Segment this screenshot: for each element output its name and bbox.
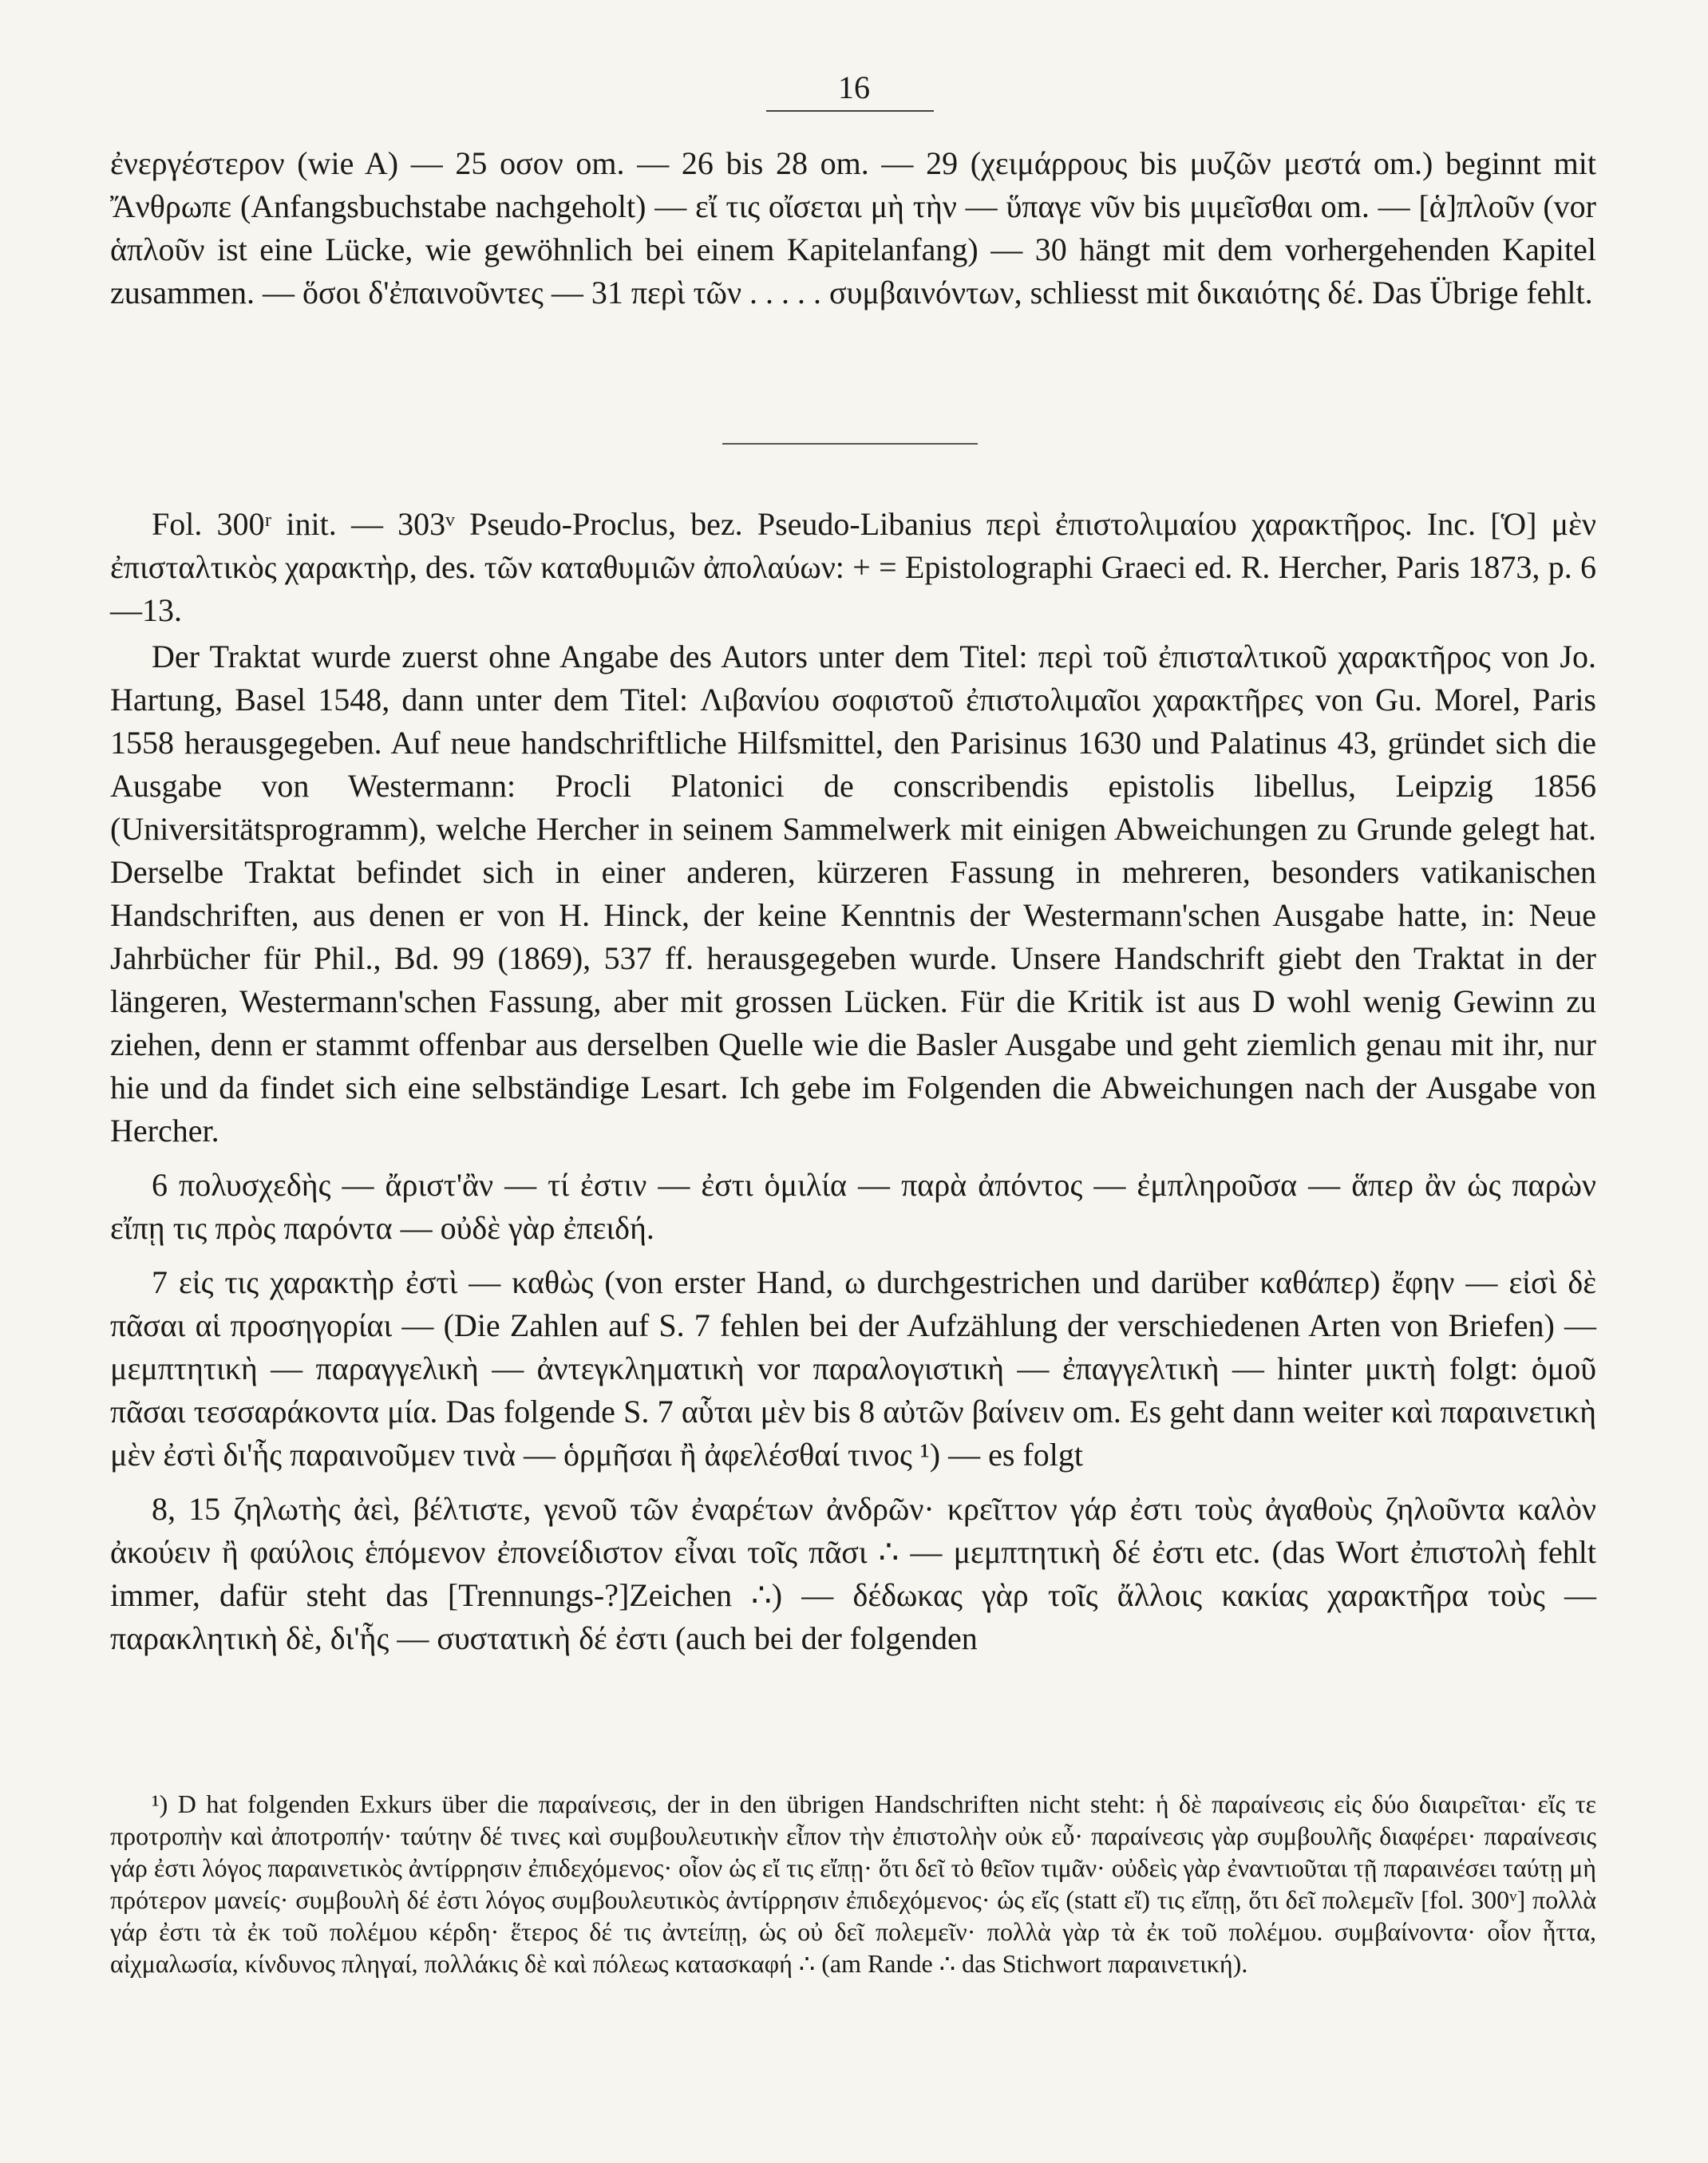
header-rule [766, 110, 934, 112]
paragraph-continued-variants: ἐνεργέστερον (wie A) — 25 οσον om. — 26 bis 28 om. — 29 (χειμάρρους bis μυζῶν μεστά om.) beginnt mit Ἄνθρωπε (Anfangsbuchstabe nachgeholt) — εἴ τις οἴσεται μὴ τὴν — ὕπαγε νῦν bis μιμεῖσθαι om. — [ἁ]πλοῦν (vor ἁπλοῦν ist eine Lücke, wie gewöhnlich bei einem Kapitelanfang) — 30 hängt mit dem vorhergehenden Kapitel zusammen. — ὅσοι δ'ἐπαινοῦντες — 31 περὶ τῶν . . . . . συμβαινόντων, schliesst mit δικαιότης δέ. Das Übrige fehlt. [110, 145, 1596, 310]
paragraph-variants-6: 6 πολυσχεδὴς — ἄριστ'ἂν — τί ἐστιν — ἐστι ὁμιλία — παρὰ ἀπόντος — ἐμπληροῦσα — ἅπερ ἂν ὡς παρὼν εἴπῃ τις πρὸς παρόντα — οὐδὲ γὰρ ἐπειδή. [110, 1167, 1596, 1246]
footnote-text: ¹) D hat folgenden Exkurs über die παραίνεσις, der in den übrigen Handschriften nicht steht: ἡ δὲ παραίνεσις εἰς δύο διαιρεῖται· εἴς τε προτροπὴν καὶ ἀποτροπήν· ταύτην δέ τινες καὶ συμβουλευτικὴν εἶπον τὴν ἐπιστολὴν οὐκ εὖ· παραίνεσις γὰρ συμβουλῆς διαφέρει· παραίνεσις γάρ ἐστι λόγος παραινετικὸς ἀντίρρησιν ἐπιδεχόμενος· οἷον ὡς εἴ τις εἴπῃ· ὅτι δεῖ τὸ θεῖον τιμᾶν· οὐδεὶς γὰρ ἐναντιοῦται τῇ παραινέσει ταύτῃ μὴ πρότερον μανείς· συμβουλὴ δέ ἐστι λόγος συμβουλευτικὸς ἀντίρρησιν ἐπιδεχόμενος· ὡς εἴς (statt εἴ) τις εἴπῃ, ὅτι δεῖ πολεμεῖν [fol. 300ᵛ] πολλὰ γάρ ἐστι τὰ ἐκ τοῦ πολέμου κέρδη· ἕτερος δέ τις ἀντείπῃ, ὡς οὐ δεῖ πολεμεῖν· πολλὰ γὰρ τὰ ἐκ τοῦ πολέμου. συμβαίνοντα· οἷον ἧττα, αἰχμαλωσία, κίνδυνος πληγαί, πολλάκις δὲ καὶ πόλεως κατασκαφή ∴ (am Rande ∴ das Stichwort παραινετική). [110, 1789, 1596, 1978]
paragraph-variants-7: 7 εἰς τις χαρακτὴρ ἐστὶ — καθὼς (von erster Hand, ω durchgestrichen und darüber καθάπερ) ἔφην — εἰσὶ δὲ πᾶσαι αἱ προσηγορίαι — (Die Zahlen auf S. 7 fehlen bei der Aufzählung der verschiedenen Arten von Briefen) — μεμπτητικὴ — παραγγελικὴ — ἀντεγκληματικὴ vor παραλογιστικὴ — ἐπαγγελτικὴ — hinter μικτὴ folgt: ὁμοῦ πᾶσαι τεσσαράκοντα μία. Das folgende S. 7 αὗται μὲν bis 8 αὐτῶν βαίνειν om. Es geht dann weiter καὶ παραινετικὴ μὲν ἐστὶ δι'ἧς παραινοῦμεν τινὰ — ὁρμῆσαι ἢ ἀφελέσθαί τινος ¹) — es folgt [110, 1264, 1596, 1473]
section-separator [722, 443, 978, 445]
section-pseudo-proclus [110, 503, 1596, 1660]
paragraph-traktat: Der Traktat wurde zuerst ohne Angabe des Autors unter dem Titel: περὶ τοῦ ἐπισταλτικοῦ χαρακτῆρος von Jo. Hartung, Basel 1548, dann unter dem Titel: Λιβανίου σοφιστοῦ ἐπιστολιμαῖοι χαρακτῆρες von Gu. Morel, Paris 1558 herausgegeben. Auf neue handschriftliche Hilfsmittel, den Parisinus 1630 und Palatinus 43, gründet sich die Ausgabe von Westermann: Procli Platonici de conscribendis epistolis libellus, Leipzig 1856 (Universitätsprogramm), welche Hercher in seinem Sammelwerk mit einigen Abweichungen zu Grunde gelegt hat. Derselbe Traktat befindet sich in einer anderen, kürzeren Fassung in mehreren, besonders vatikanischen Handschriften, aus denen er von H. Hinck, der keine Kenntnis der Westermann'schen Ausgabe hatte, in: Neue Jahrbücher für Phil., Bd. 99 (1869), 537 ff. herausgegeben wurde. Unsere Handschrift giebt den Traktat in der längeren, Westermann'schen Fassung, aber mit grossen Lücken. Für die Kritik ist aus D wohl wenig Gewinn zu ziehen, denn er stammt offenbar aus derselben Quelle wie die Basler Ausgabe und geht ziemlich genau mit ihr, nur hie und da findet sich eine selbständige Lesart. Ich gebe im Folgenden die Abweichungen nach der Ausgabe von Hercher. [110, 639, 1596, 1149]
page-number: 16 [838, 69, 870, 105]
paragraph-variants-8: 8, 15 ζηλωτὴς ἀεὶ, βέλτιστε, γενοῦ τῶν ἐναρέτων ἀνδρῶν· κρεῖττον γάρ ἐστι τοὺς ἀγαθοὺς ζηλοῦντα καλὸν ἀκούειν ἢ φαύλοις ἑπόμενον ἐπονείδιστον εἶναι τοῖς πᾶσι ∴ — μεμπτητικὴ δέ ἐστι etc. (das Wort ἐπιστολὴ fehlt immer, dafür steht das [Trennungs-?]Zeichen ∴) — δέδωκας γὰρ τοῖς ἄλλοις κακίας χαρακτῆρα τοὺς — παρακλητικὴ δὲ, δι'ἧς — συστατικὴ δέ ἐστι (auch bei der folgenden [110, 1491, 1596, 1656]
paragraph-fol-300: Fol. 300ʳ init. — 303ᵛ Pseudo-Proclus, bez. Pseudo-Libanius περὶ ἐπιστολιμαίου χαρακτῆρος. Inc. [Ὁ] μὲν ἐπισταλτικὸς χαρακτὴρ, des. τῶν καταθυμιῶν ἀπολαύων: + = Epistolographi Graeci ed. R. Hercher, Paris 1873, p. 6—13. [110, 506, 1596, 628]
footnote [110, 1788, 1596, 1979]
section-continuation [110, 142, 1596, 314]
